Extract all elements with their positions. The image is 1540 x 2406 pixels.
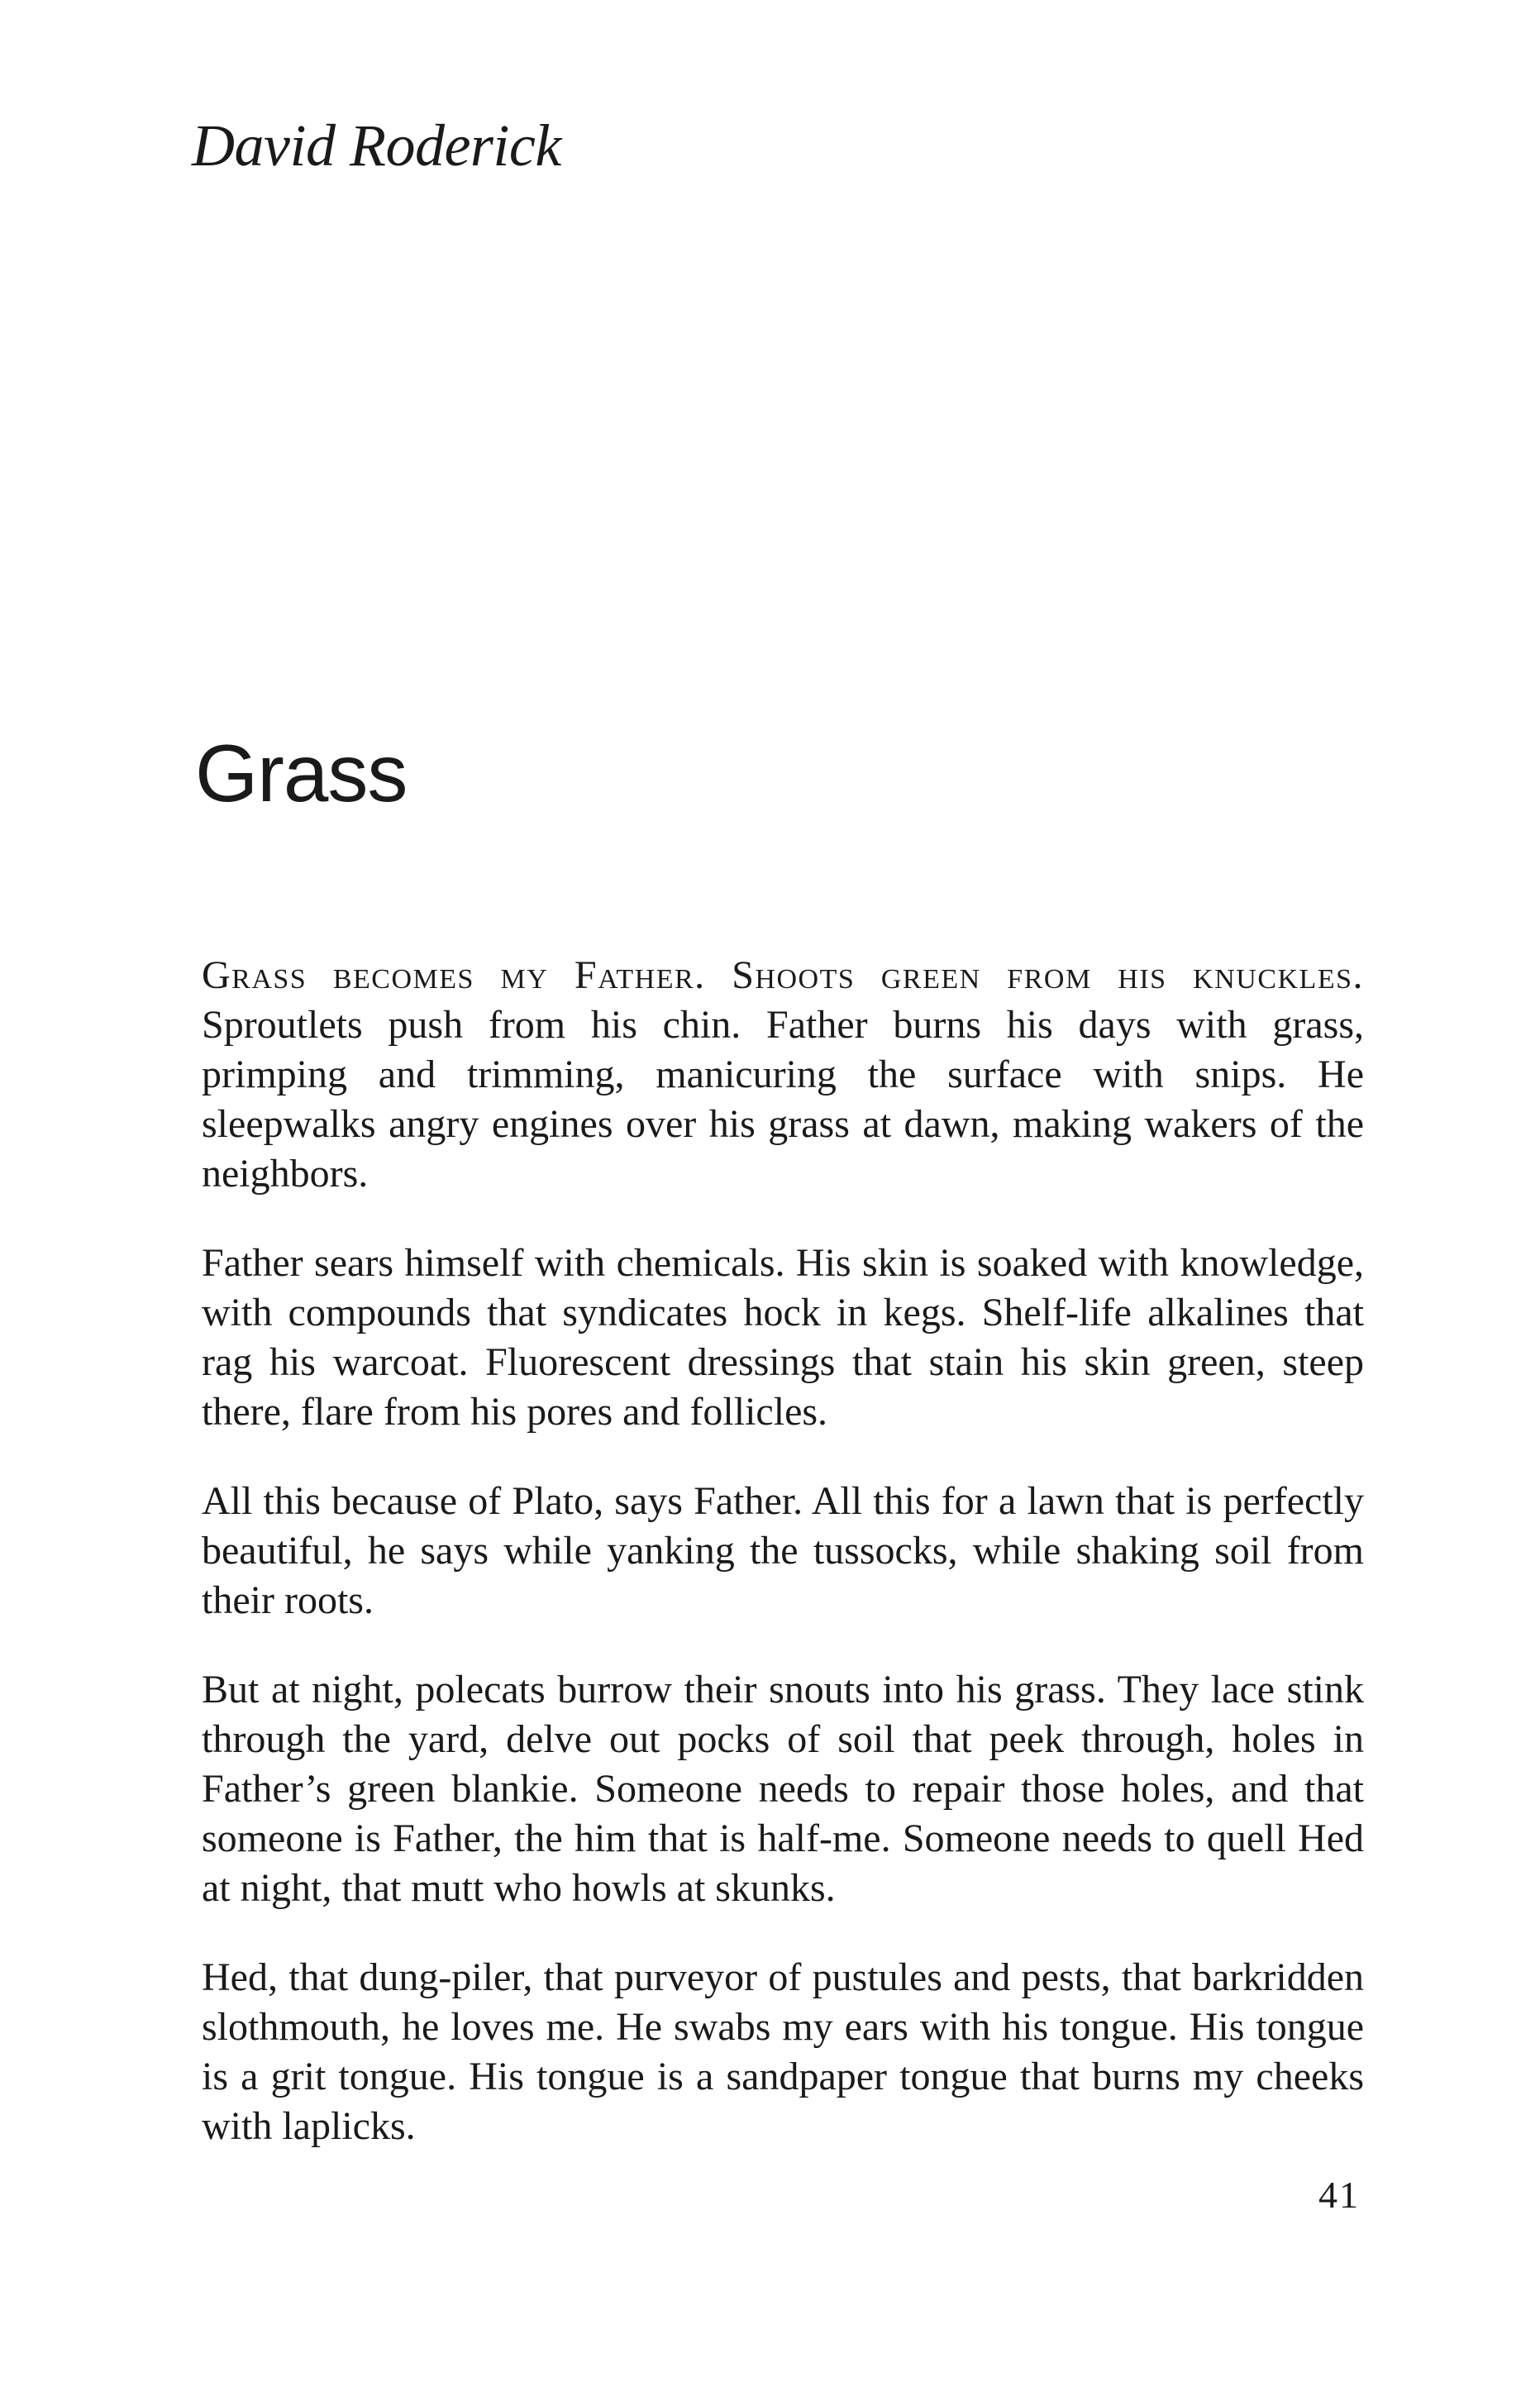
lead-in-small-caps: Grass becomes my Father. Shoots green from his knuckles.: [202, 953, 1364, 997]
paragraph-2: Father sears himself with chemicals. His skin is soaked with knowledge, with compounds that syndicates hock in kegs. Shelf-life alkalines that rag his warcoat. Fluorescent dressings that stain his skin green, steep there, flare from his pores and follicles.: [202, 1241, 1364, 1434]
story-body: [202, 951, 1364, 2191]
paragraph-4: But at night, polecats burrow their snouts into his grass. They lace stink through the yard, delve out pocks of soil that peek through, holes in Father’s green blankie. Someone needs to repair those holes, and that someone is Father, the him that is half-me. Someone needs to quell Hed at night, that mutt who howls at skunks.: [202, 1668, 1364, 1910]
paragraph-5: Hed, that dung-piler, that purveyor of pustules and pests, that barkridden slothmouth, he loves me. He swabs my ears with his tongue. His tongue is a grit tongue. His tongue is a sandpaper tongue that burns my cheeks with laplicks.: [202, 1955, 1364, 2148]
author-name: David Roderick: [192, 112, 561, 179]
story-title: Grass: [195, 728, 408, 819]
page-number: 41: [1318, 2174, 1360, 2216]
paragraph-1: [202, 951, 1364, 1199]
paragraph-3: All this because of Plato, says Father. All this for a lawn that is perfectly beautiful, he says while yanking the tussocks, while shaking soil from their roots.: [202, 1479, 1364, 1622]
paragraph-1-text: Sproutlets push from his chin. Father burns his days with grass, primping and trimming, manicuring the surface with snips. He sleepwalks angry engines over his grass at dawn, making wakers of the neighbors.: [202, 1003, 1364, 1196]
